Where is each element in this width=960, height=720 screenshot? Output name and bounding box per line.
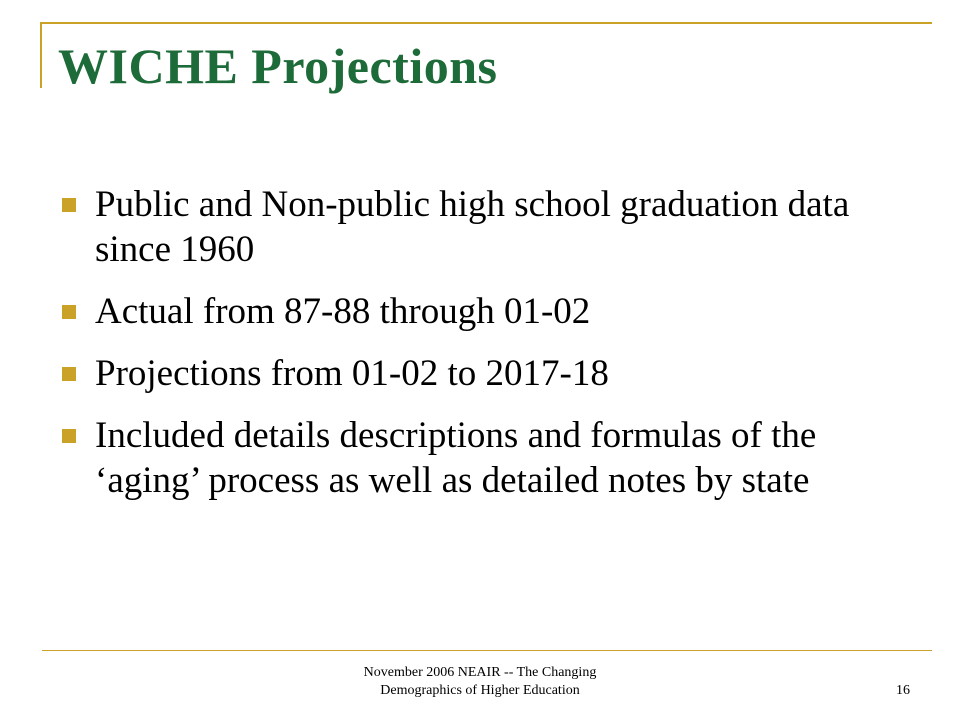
bullet-item	[58, 182, 918, 272]
bullet-item	[58, 413, 918, 503]
frame-left-rule	[40, 22, 42, 88]
bullet-text: Public and Non-public high school graduation data since 1960	[95, 184, 850, 270]
bullet-item	[58, 351, 918, 396]
footer-line-2: Demographics of Higher Education	[380, 683, 580, 698]
bullet-text: Included details descriptions and formulas of the ‘aging’ process as well as detailed notes by state	[95, 415, 817, 501]
footer-line-1: November 2006 NEAIR -- The Changing	[363, 665, 597, 680]
square-bullet-icon	[62, 367, 76, 381]
page-number: 16	[896, 683, 910, 698]
bullet-item	[58, 289, 918, 334]
slide-title: WICHE Projections	[58, 38, 498, 94]
square-bullet-icon	[62, 305, 76, 319]
bullet-text: Actual from 87-88 through 01-02	[95, 291, 591, 332]
bullet-text: Projections from 01-02 to 2017-18	[95, 353, 609, 394]
square-bullet-icon	[62, 198, 76, 212]
square-bullet-icon	[62, 429, 76, 443]
footer-caption	[300, 664, 660, 700]
frame-top-rule	[40, 22, 932, 24]
bullet-list	[58, 182, 918, 520]
footer-rule	[42, 650, 932, 651]
